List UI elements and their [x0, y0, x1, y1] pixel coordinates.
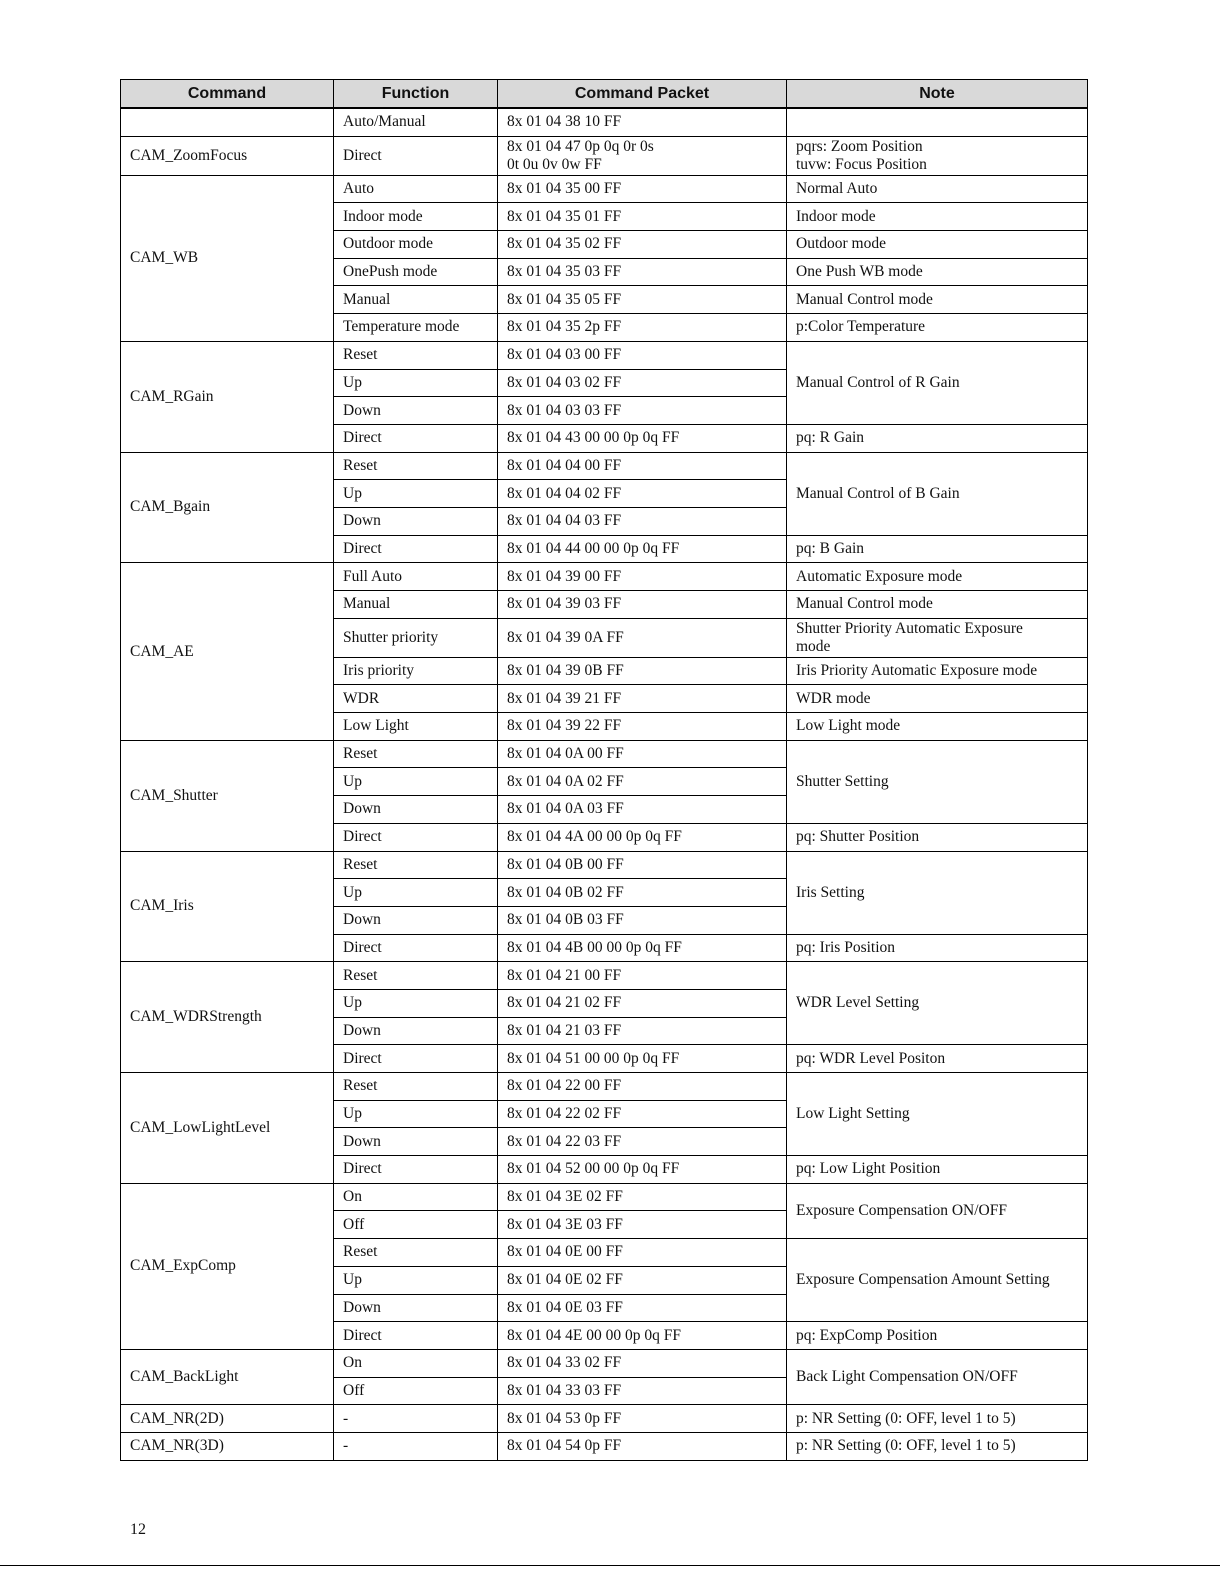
function-cell: Up	[334, 879, 498, 907]
note-cell: p: NR Setting (0: OFF, level 1 to 5)	[787, 1432, 1088, 1460]
note-cell: pq: Low Light Position	[787, 1156, 1088, 1184]
packet-cell: 8x 01 04 35 01 FF	[498, 203, 787, 231]
function-cell: Low Light	[334, 713, 498, 741]
packet-cell: 8x 01 04 54 0p FF	[498, 1432, 787, 1460]
packet-cell: 8x 01 04 44 00 00 0p 0q FF	[498, 535, 787, 563]
function-cell: Reset	[334, 962, 498, 990]
packet-cell: 8x 01 04 35 05 FF	[498, 286, 787, 314]
command-cell: CAM_AE	[121, 563, 334, 740]
function-cell: On	[334, 1349, 498, 1377]
packet-cell: 8x 01 04 53 0p FF	[498, 1405, 787, 1433]
function-cell: Up	[334, 768, 498, 796]
packet-cell: 8x 01 04 39 00 FF	[498, 563, 787, 591]
packet-cell: 8x 01 04 35 00 FF	[498, 175, 787, 203]
note-cell: p:Color Temperature	[787, 314, 1088, 342]
table-body	[121, 108, 1088, 1460]
header-note: Note	[787, 80, 1088, 109]
table-row	[121, 1405, 1088, 1433]
packet-cell: 8x 01 04 4A 00 00 0p 0q FF	[498, 823, 787, 851]
function-cell: Off	[334, 1377, 498, 1405]
command-cell: CAM_ExpComp	[121, 1183, 334, 1349]
note-cell: Exposure Compensation Amount Setting	[787, 1239, 1088, 1322]
function-cell: Direct	[334, 1045, 498, 1073]
packet-cell: 8x 01 04 35 2p FF	[498, 314, 787, 342]
note-cell: Normal Auto	[787, 175, 1088, 203]
note-cell: Iris Setting	[787, 851, 1088, 934]
header-row	[121, 80, 1088, 109]
packet-cell: 8x 01 04 3E 02 FF	[498, 1183, 787, 1211]
function-cell: Down	[334, 906, 498, 934]
function-cell: Up	[334, 1100, 498, 1128]
function-cell: Direct	[334, 934, 498, 962]
command-cell: CAM_ZoomFocus	[121, 136, 334, 175]
function-cell: Manual	[334, 591, 498, 619]
packet-cell: 8x 01 04 0A 03 FF	[498, 796, 787, 824]
note-cell: Manual Control mode	[787, 591, 1088, 619]
function-cell: Direct	[334, 535, 498, 563]
function-cell: Reset	[334, 341, 498, 369]
command-cell: CAM_Iris	[121, 851, 334, 962]
header-command: Command	[121, 80, 334, 109]
function-cell: Reset	[334, 851, 498, 879]
packet-cell: 8x 01 04 4B 00 00 0p 0q FF	[498, 934, 787, 962]
function-cell: Up	[334, 480, 498, 508]
note-cell: One Push WB mode	[787, 258, 1088, 286]
packet-cell: 8x 01 04 03 03 FF	[498, 397, 787, 425]
note-cell: Automatic Exposure mode	[787, 563, 1088, 591]
packet-cell: 8x 01 04 22 00 FF	[498, 1073, 787, 1101]
table-row	[121, 108, 1088, 136]
note-cell: Shutter Priority Automatic Exposure mode	[787, 618, 1088, 657]
note-cell: pq: R Gain	[787, 424, 1088, 452]
packet-cell: 8x 01 04 0B 03 FF	[498, 906, 787, 934]
function-cell: Up	[334, 989, 498, 1017]
function-cell: Direct	[334, 424, 498, 452]
note-cell: Low Light Setting	[787, 1073, 1088, 1156]
packet-cell: 8x 01 04 22 02 FF	[498, 1100, 787, 1128]
command-cell: CAM_NR(3D)	[121, 1432, 334, 1460]
function-cell: Reset	[334, 740, 498, 768]
function-cell: Indoor mode	[334, 203, 498, 231]
packet-cell: 8x 01 04 39 22 FF	[498, 713, 787, 741]
note-cell: pq: ExpComp Position	[787, 1322, 1088, 1350]
function-cell: Auto/Manual	[334, 108, 498, 136]
function-cell: Direct	[334, 1156, 498, 1184]
table-row	[121, 1432, 1088, 1460]
command-cell: CAM_LowLightLevel	[121, 1073, 334, 1184]
note-cell: WDR Level Setting	[787, 962, 1088, 1045]
packet-cell: 8x 01 04 39 03 FF	[498, 591, 787, 619]
function-cell: Off	[334, 1211, 498, 1239]
packet-cell: 8x 01 04 03 00 FF	[498, 341, 787, 369]
packet-cell: 8x 01 04 0B 02 FF	[498, 879, 787, 907]
function-cell: -	[334, 1432, 498, 1460]
command-cell: CAM_WB	[121, 175, 334, 341]
function-cell: Temperature mode	[334, 314, 498, 342]
function-cell: Down	[334, 397, 498, 425]
packet-cell: 8x 01 04 04 03 FF	[498, 507, 787, 535]
function-cell: Reset	[334, 1239, 498, 1267]
command-cell: CAM_WDRStrength	[121, 962, 334, 1073]
packet-cell: 8x 01 04 03 02 FF	[498, 369, 787, 397]
packet-cell: 8x 01 04 39 0A FF	[498, 618, 787, 657]
header-function: Function	[334, 80, 498, 109]
packet-cell: 8x 01 04 0E 00 FF	[498, 1239, 787, 1267]
note-cell: Manual Control of R Gain	[787, 341, 1088, 424]
packet-cell: 8x 01 04 0B 00 FF	[498, 851, 787, 879]
packet-cell: 8x 01 04 33 02 FF	[498, 1349, 787, 1377]
function-cell: OnePush mode	[334, 258, 498, 286]
table-row	[121, 851, 1088, 879]
function-cell: WDR	[334, 685, 498, 713]
note-cell: Low Light mode	[787, 713, 1088, 741]
function-cell: Shutter priority	[334, 618, 498, 657]
command-cell: CAM_Shutter	[121, 740, 334, 851]
note-cell: Outdoor mode	[787, 231, 1088, 259]
function-cell: Iris priority	[334, 657, 498, 685]
note-cell: Back Light Compensation ON/OFF	[787, 1349, 1088, 1404]
function-cell: Up	[334, 369, 498, 397]
function-cell: Direct	[334, 136, 498, 175]
function-cell: Down	[334, 1017, 498, 1045]
note-cell: pqrs: Zoom Position tuvw: Focus Position	[787, 136, 1088, 175]
packet-cell: 8x 01 04 52 00 00 0p 0q FF	[498, 1156, 787, 1184]
packet-cell: 8x 01 04 0A 00 FF	[498, 740, 787, 768]
packet-cell: 8x 01 04 0A 02 FF	[498, 768, 787, 796]
table-row	[121, 452, 1088, 480]
note-cell: Manual Control mode	[787, 286, 1088, 314]
function-cell: Down	[334, 796, 498, 824]
function-cell: On	[334, 1183, 498, 1211]
packet-cell: 8x 01 04 0E 03 FF	[498, 1294, 787, 1322]
table-row	[121, 341, 1088, 369]
packet-cell: 8x 01 04 51 00 00 0p 0q FF	[498, 1045, 787, 1073]
packet-cell: 8x 01 04 21 00 FF	[498, 962, 787, 990]
note-cell: pq: WDR Level Positon	[787, 1045, 1088, 1073]
table-row	[121, 1349, 1088, 1377]
note-cell: Iris Priority Automatic Exposure mode	[787, 657, 1088, 685]
packet-cell: 8x 01 04 21 03 FF	[498, 1017, 787, 1045]
note-cell: pq: B Gain	[787, 535, 1088, 563]
command-cell: CAM_BackLight	[121, 1349, 334, 1404]
note-cell	[787, 108, 1088, 136]
packet-cell: 8x 01 04 39 0B FF	[498, 657, 787, 685]
table-row	[121, 962, 1088, 990]
function-cell: Manual	[334, 286, 498, 314]
note-cell: pq: Iris Position	[787, 934, 1088, 962]
table-row	[121, 740, 1088, 768]
function-cell: -	[334, 1405, 498, 1433]
table-row	[121, 175, 1088, 203]
function-cell: Outdoor mode	[334, 231, 498, 259]
packet-cell: 8x 01 04 22 03 FF	[498, 1128, 787, 1156]
function-cell: Down	[334, 507, 498, 535]
packet-cell: 8x 01 04 04 02 FF	[498, 480, 787, 508]
note-cell: Manual Control of B Gain	[787, 452, 1088, 535]
packet-cell: 8x 01 04 21 02 FF	[498, 989, 787, 1017]
function-cell: Full Auto	[334, 563, 498, 591]
footer-rule	[0, 1565, 1220, 1566]
packet-cell: 8x 01 04 33 03 FF	[498, 1377, 787, 1405]
packet-cell: 8x 01 04 43 00 00 0p 0q FF	[498, 424, 787, 452]
note-cell: WDR mode	[787, 685, 1088, 713]
packet-cell: 8x 01 04 39 21 FF	[498, 685, 787, 713]
packet-cell: 8x 01 04 35 02 FF	[498, 231, 787, 259]
command-table	[120, 79, 1088, 1461]
function-cell: Auto	[334, 175, 498, 203]
command-cell: CAM_Bgain	[121, 452, 334, 563]
table-row	[121, 1183, 1088, 1211]
note-cell: Indoor mode	[787, 203, 1088, 231]
packet-cell: 8x 01 04 0E 02 FF	[498, 1266, 787, 1294]
packet-cell: 8x 01 04 3E 03 FF	[498, 1211, 787, 1239]
note-cell: p: NR Setting (0: OFF, level 1 to 5)	[787, 1405, 1088, 1433]
function-cell: Reset	[334, 1073, 498, 1101]
table-row	[121, 563, 1088, 591]
command-cell: CAM_RGain	[121, 341, 334, 452]
table-row	[121, 1073, 1088, 1101]
function-cell: Direct	[334, 1322, 498, 1350]
function-cell: Down	[334, 1128, 498, 1156]
packet-cell: 8x 01 04 35 03 FF	[498, 258, 787, 286]
page-number: 12	[130, 1521, 146, 1538]
function-cell: Up	[334, 1266, 498, 1294]
function-cell: Reset	[334, 452, 498, 480]
table-row	[121, 136, 1088, 175]
packet-cell: 8x 01 04 04 00 FF	[498, 452, 787, 480]
header-command-packet: Command Packet	[498, 80, 787, 109]
function-cell: Direct	[334, 823, 498, 851]
packet-cell: 8x 01 04 4E 00 00 0p 0q FF	[498, 1322, 787, 1350]
packet-cell: 8x 01 04 38 10 FF	[498, 108, 787, 136]
note-cell: Exposure Compensation ON/OFF	[787, 1183, 1088, 1238]
command-cell	[121, 108, 334, 136]
function-cell: Down	[334, 1294, 498, 1322]
note-cell: Shutter Setting	[787, 740, 1088, 823]
command-cell: CAM_NR(2D)	[121, 1405, 334, 1433]
packet-cell: 8x 01 04 47 0p 0q 0r 0s 0t 0u 0v 0w FF	[498, 136, 787, 175]
note-cell: pq: Shutter Position	[787, 823, 1088, 851]
